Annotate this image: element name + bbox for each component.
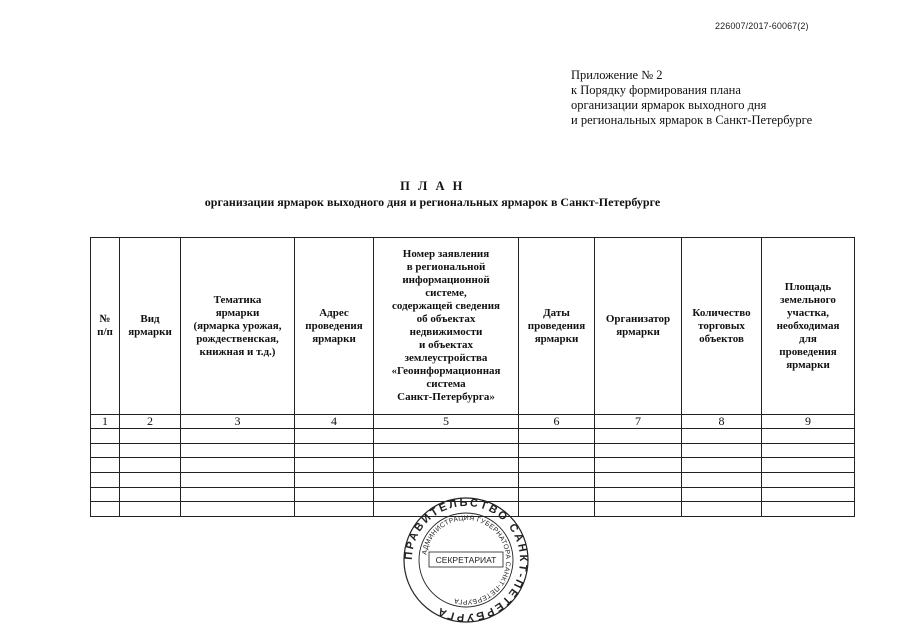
- column-header-line: системе,: [425, 287, 467, 299]
- table-cell: [682, 502, 762, 517]
- column-header: [595, 238, 682, 415]
- column-header: [374, 238, 519, 415]
- column-header-line: рождественская,: [196, 332, 279, 345]
- table-cell: [181, 487, 295, 502]
- table-cell: [374, 429, 519, 444]
- table-row: [91, 443, 855, 458]
- column-header-line: Вид: [140, 313, 160, 325]
- table-cell: [519, 458, 595, 473]
- column-header-line: ярмарки: [128, 326, 172, 338]
- column-header-line: Площадь: [784, 280, 832, 293]
- column-header-line: книжная и т.д.): [199, 345, 276, 358]
- column-header-line: Тематика: [213, 293, 262, 306]
- seal-inner-text: АДМИНИСТРАЦИЯ ГУБЕРНАТОРА САНКТ-ПЕТЕРБУРГА: [421, 514, 512, 606]
- table-cell: [519, 429, 595, 444]
- table-cell: [682, 473, 762, 488]
- column-header-line: система: [426, 378, 466, 390]
- appendix-line: Приложение № 2: [571, 68, 663, 82]
- table-cell: [762, 502, 855, 517]
- table-cell: [519, 443, 595, 458]
- table-cell: [295, 443, 374, 458]
- plan-table: [90, 237, 855, 517]
- seal-outer-text: ПРАВИТЕЛЬСТВО САНКТ-ПЕТЕРБУРГА: [402, 496, 530, 624]
- column-number-cell: 6: [519, 415, 595, 429]
- table-cell: [595, 487, 682, 502]
- column-number-cell: 4: [295, 415, 374, 429]
- table-cell: [295, 502, 374, 517]
- table-cell: [762, 443, 855, 458]
- appendix-line: и региональных ярмарок в Санкт-Петербурге: [571, 113, 813, 127]
- column-header: [91, 238, 120, 415]
- table-cell: [682, 429, 762, 444]
- column-number-cell: 1: [91, 415, 120, 429]
- table-cell: [682, 487, 762, 502]
- table-cell: [91, 487, 120, 502]
- column-header: [181, 238, 295, 415]
- table-cell: [682, 458, 762, 473]
- header-row: [91, 238, 855, 415]
- column-header-line: и объектах: [419, 339, 473, 351]
- table-row: [91, 473, 855, 488]
- column-header-line: объектов: [699, 332, 744, 345]
- table-cell: [295, 429, 374, 444]
- table-cell: [120, 443, 181, 458]
- table-cell: [181, 429, 295, 444]
- appendix-line: организации ярмарок выходного дня: [571, 98, 767, 112]
- column-header-line: для: [799, 332, 817, 345]
- table-cell: [295, 487, 374, 502]
- column-number-cell: 5: [374, 415, 519, 429]
- appendix-note: [571, 68, 812, 128]
- column-number-cell: 2: [120, 415, 181, 429]
- column-header-line: проведения: [527, 319, 586, 332]
- column-header-line: ярмарки: [616, 326, 660, 338]
- table-cell: [374, 458, 519, 473]
- column-header: [762, 238, 855, 415]
- table-cell: [91, 502, 120, 517]
- column-header: [519, 238, 595, 415]
- seal-center-text: СЕКРЕТАРИАТ: [435, 555, 497, 565]
- table-cell: [91, 429, 120, 444]
- table-cell: [120, 473, 181, 488]
- column-header-line: Санкт-Петербурга»: [397, 391, 495, 403]
- column-header-line: недвижимости: [409, 326, 483, 338]
- column-header-line: ярмарки: [786, 358, 830, 371]
- table-cell: [595, 502, 682, 517]
- column-header-line: Организатор: [605, 313, 671, 325]
- column-header-line: информационной: [402, 274, 490, 286]
- table-cell: [120, 487, 181, 502]
- column-header-line: (ярмарка урожая,: [193, 319, 282, 332]
- column-header-line: ярмарки: [215, 306, 260, 319]
- column-header-line: ярмарки: [312, 332, 356, 345]
- column-header-line: Количество: [692, 306, 751, 319]
- column-header-line: земельного: [780, 293, 836, 306]
- column-number-cell: 3: [181, 415, 295, 429]
- column-header-line: Адрес: [319, 306, 349, 319]
- column-number-cell: 7: [595, 415, 682, 429]
- official-seal-stamp: [401, 495, 531, 625]
- table-cell: [374, 473, 519, 488]
- table-cell: [120, 502, 181, 517]
- table-cell: [762, 458, 855, 473]
- table-cell: [120, 429, 181, 444]
- column-header-line: п/п: [97, 326, 113, 338]
- column-header-line: Номер заявления: [402, 248, 490, 260]
- column-header-line: в региональной: [406, 261, 486, 273]
- table-cell: [181, 443, 295, 458]
- table-cell: [374, 443, 519, 458]
- appendix-line: к Порядку формирования плана: [571, 83, 741, 97]
- table-cell: [181, 458, 295, 473]
- table-cell: [295, 473, 374, 488]
- table-cell: [595, 458, 682, 473]
- column-header-line: об объектах: [416, 313, 476, 325]
- column-header-line: землеустройства: [404, 352, 488, 364]
- column-header-line: ярмарки: [534, 332, 579, 345]
- table-cell: [762, 473, 855, 488]
- table-cell: [120, 458, 181, 473]
- column-number-row: [91, 415, 855, 429]
- column-number-cell: 8: [682, 415, 762, 429]
- table-cell: [181, 473, 295, 488]
- table-cell: [762, 487, 855, 502]
- table-cell: [91, 458, 120, 473]
- column-header-line: необходимая: [776, 319, 840, 332]
- column-header-line: содержащей сведения: [392, 300, 500, 312]
- column-header-line: №: [99, 313, 111, 325]
- column-header-line: «Геоинформационная: [391, 365, 501, 377]
- column-header-line: Даты: [543, 306, 570, 319]
- table-row: [91, 458, 855, 473]
- table-cell: [762, 429, 855, 444]
- table-cell: [595, 429, 682, 444]
- column-header: [295, 238, 374, 415]
- table-cell: [682, 443, 762, 458]
- table-cell: [91, 443, 120, 458]
- table-row: [91, 429, 855, 444]
- column-header-line: торговых: [698, 319, 745, 332]
- column-number-cell: 9: [762, 415, 855, 429]
- column-header-line: проведения: [305, 319, 363, 332]
- document-id: 226007/2017-60067(2): [715, 21, 809, 31]
- table-cell: [595, 443, 682, 458]
- column-header: [682, 238, 762, 415]
- document-title: П Л А Н: [400, 179, 465, 193]
- table-cell: [519, 473, 595, 488]
- table-cell: [595, 473, 682, 488]
- table-cell: [295, 458, 374, 473]
- column-header-line: участка,: [787, 306, 829, 319]
- column-header: [120, 238, 181, 415]
- table-cell: [181, 502, 295, 517]
- document-subtitle: организации ярмарок выходного дня и региональных ярмарок в Санкт-Петербурге: [204, 195, 661, 209]
- table-cell: [91, 473, 120, 488]
- column-header-line: проведения: [779, 345, 837, 358]
